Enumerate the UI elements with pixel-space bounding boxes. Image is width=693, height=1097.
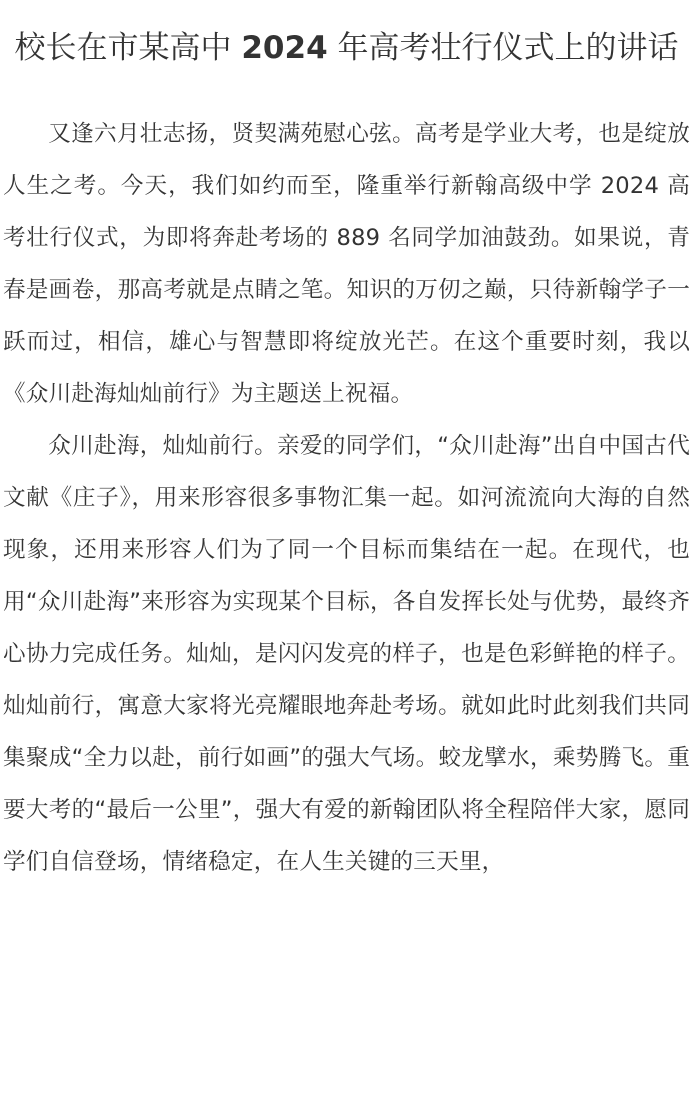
article-title	[3, 22, 690, 74]
paragraph-1: 又逢六月壮志扬，贤契满苑慰心弦。高考是学业大考，也是绽放人生之考。今天，我们如约而至，隆重举行新翰高级中学 2024 高考壮行仪式，为即将奔赴考场的 889 名同学加油鼓劲。如果说，青春是画卷，那高考就是点睛之笔。知识的万仞之巅，只待新翰学子一跃而过，相信，雄心与智慧即将绽放光芒。在这个重要时刻，我以《众川赴海灿灿前行》为主题送上祝福。	[3, 121, 690, 407]
title-year: 2024	[241, 30, 328, 66]
paragraph-2: 众川赴海，灿灿前行。亲爱的同学们，“众川赴海”出自中国古代文献《庄子》，用来形容很多事物汇集一起。如河流流向大海的自然现象，还用来形容人们为了同一个目标而集结在一起。在现代，也用“众川赴海”来形容为实现某个目标，各自发挥长处与优势，最终齐心协力完成任务。灿灿，是闪闪发亮的样子，也是色彩鲜艳的样子。灿灿前行，寓意大家将光亮耀眼地奔赴考场。就如此时此刻我们共同集聚成“全力以赴，前行如画”的强大气场。蛟龙擘水，乘势腾飞。重要大考的“最后一公里”，强大有爱的新翰团队将全程陪伴大家，愿同学们自信登场，情绪稳定，在人生关键的三天里，	[3, 433, 690, 875]
title-text-before: 校长在市某高中	[14, 30, 242, 66]
title-text-after: 年高考壮行仪式上的讲话	[327, 30, 679, 66]
